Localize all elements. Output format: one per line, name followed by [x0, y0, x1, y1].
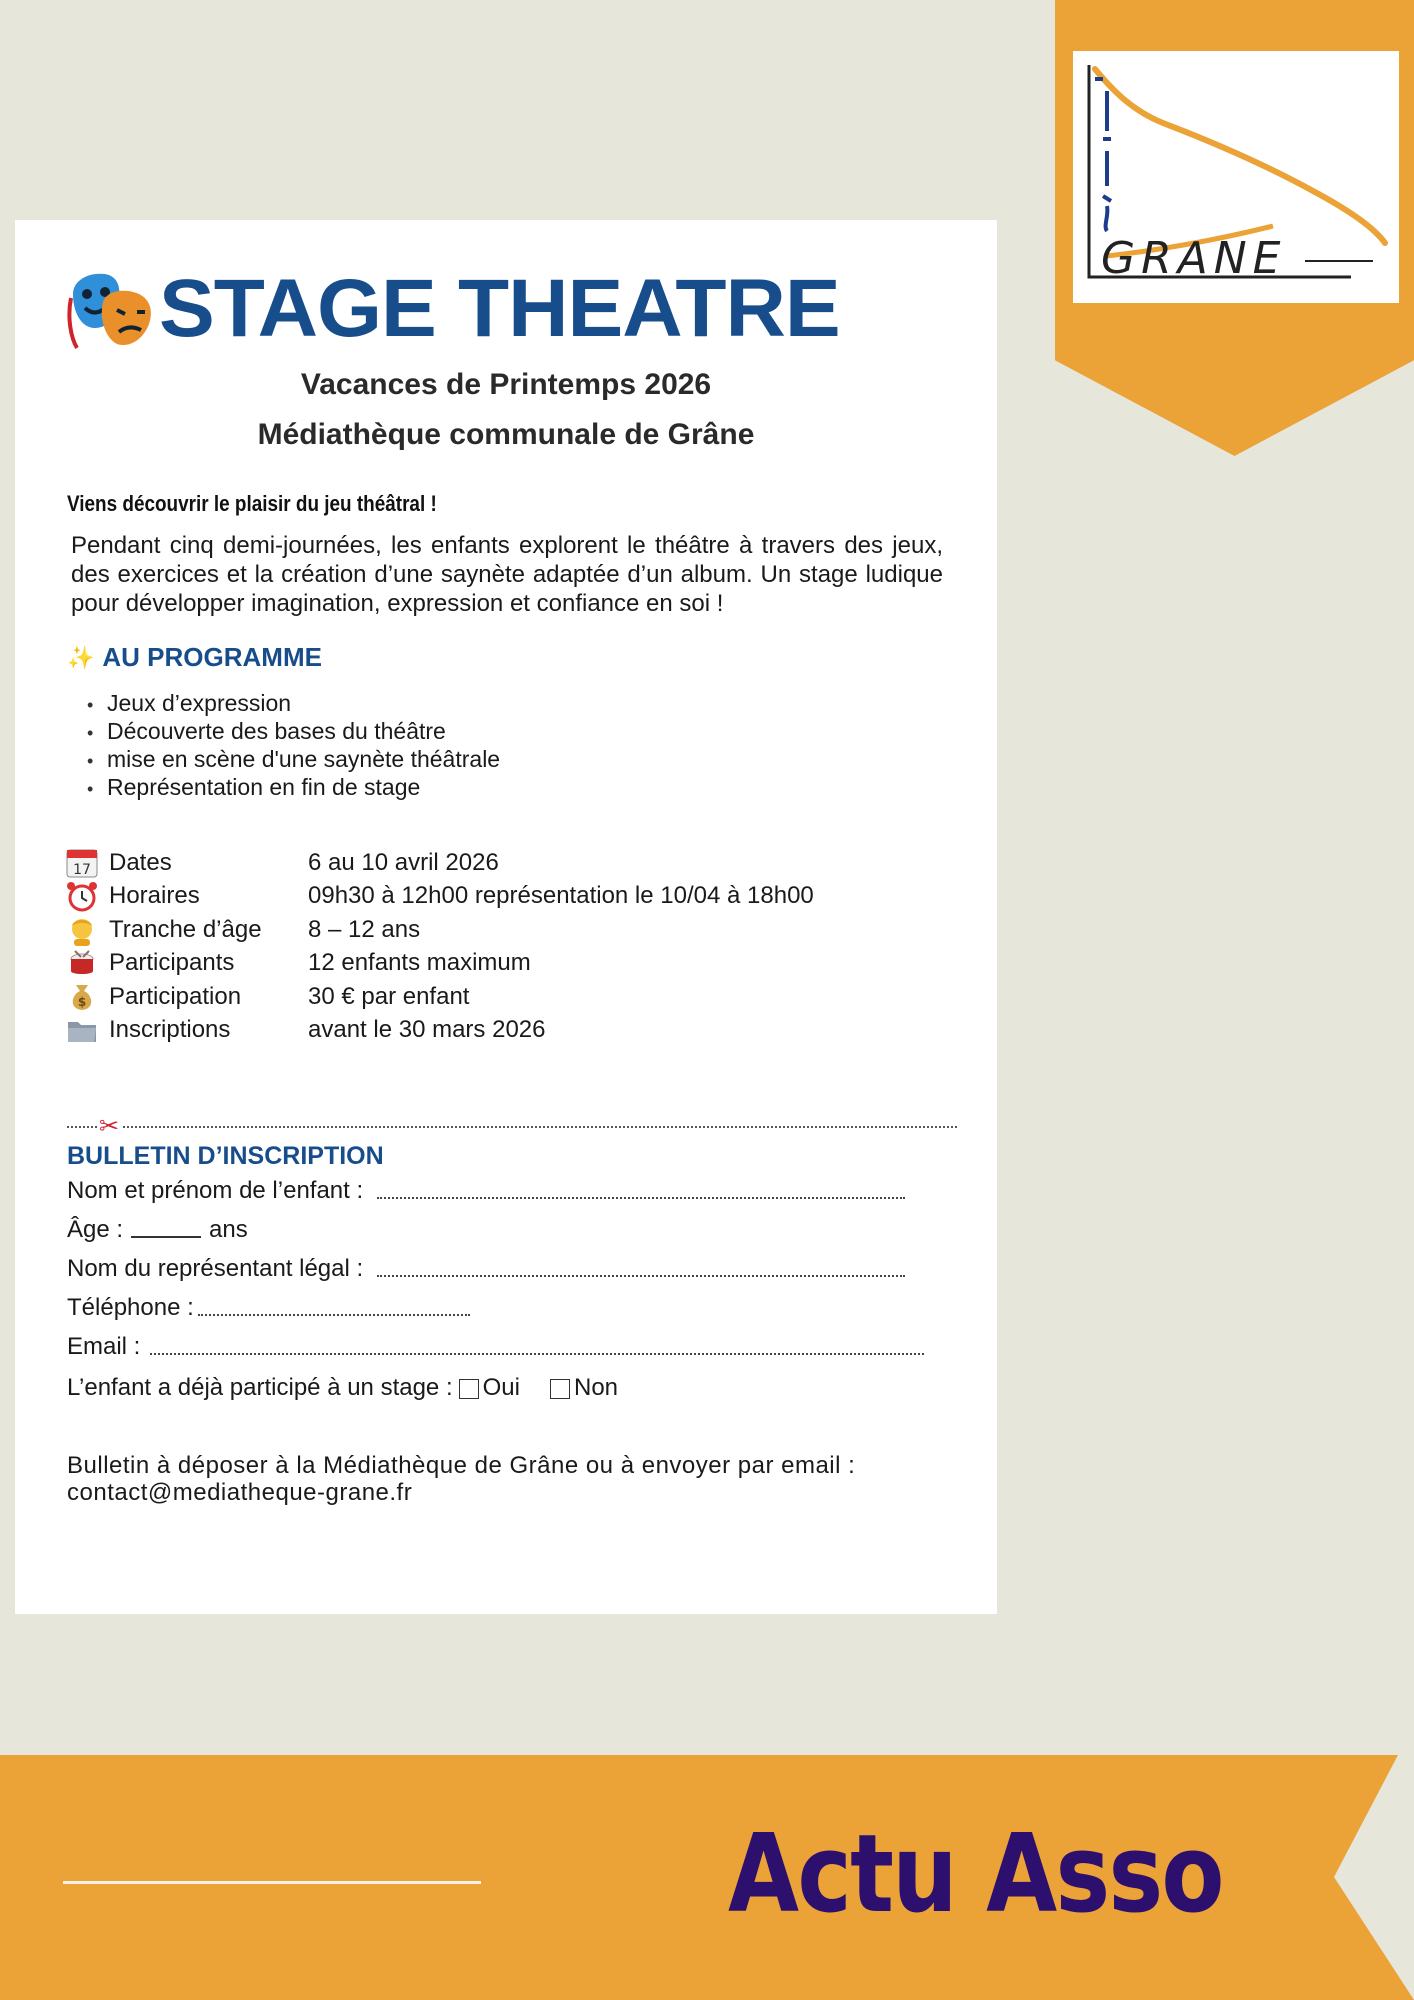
intro-paragraph: Pendant cinq demi-journées, les enfants explorent le théâtre à travers des jeux, des exercices et la création d’une saynète adaptée d’un album. Un stage ludique pour développer imagination, expression et confiance en soi ! — [71, 532, 943, 617]
child-name-field[interactable] — [377, 1197, 905, 1199]
submission-instruction: Bulletin à déposer à la Médiathèque de Grâne ou à envoyer par email : — [67, 1452, 856, 1479]
title-row — [67, 263, 840, 354]
info-label: Inscriptions — [109, 1016, 231, 1044]
guardian-row — [67, 1253, 905, 1283]
banner-divider — [63, 1881, 481, 1884]
subtitle-library: Médiathèque communale de Grâne — [257, 418, 755, 451]
info-row-age — [65, 913, 814, 947]
list-item: • Découverte des bases du théâtre — [87, 718, 446, 744]
previous-stage-row — [67, 1372, 618, 1402]
child-name-row — [67, 1175, 905, 1205]
intro-heading: Viens découvrir le plaisir du jeu théâtral ! — [67, 491, 437, 516]
child-name-label: Nom et prénom de l’enfant : — [67, 1177, 364, 1204]
info-row-participation — [65, 980, 814, 1014]
info-value: avant le 30 mars 2026 — [308, 1016, 546, 1044]
age-field[interactable] — [131, 1236, 201, 1238]
page-title: STAGE THEATRE — [159, 263, 840, 354]
svg-text:GRANE: GRANE — [1101, 233, 1287, 284]
info-value: 8 – 12 ans — [308, 915, 421, 943]
info-value: 30 € par enfant — [308, 982, 470, 1010]
phone-label: Téléphone : — [67, 1294, 194, 1321]
info-label: Dates — [109, 848, 172, 876]
guardian-field[interactable] — [377, 1275, 905, 1277]
age-row — [67, 1214, 248, 1244]
info-label: Tranche d’âge — [109, 915, 262, 943]
info-row-horaires — [65, 880, 814, 914]
banner-title: Actu Asso — [728, 1812, 1223, 1937]
submission-note — [67, 1452, 967, 1506]
phone-row — [67, 1292, 470, 1322]
svg-text:$: $ — [77, 994, 87, 1009]
email-row — [67, 1331, 924, 1361]
alarm-clock-icon — [65, 880, 105, 912]
money-bag-icon — [65, 981, 105, 1013]
list-item: • Jeux d’expression — [87, 690, 292, 716]
list-item: • Représentation en fin de stage — [87, 774, 421, 800]
child-icon — [65, 914, 105, 946]
info-value: 6 au 10 avril 2026 — [308, 848, 499, 876]
checkbox-yes[interactable] — [459, 1379, 479, 1399]
email-label: Email : — [67, 1333, 141, 1360]
scissors-icon: ✂ — [99, 1113, 120, 1140]
checkbox-no-label: Non — [573, 1374, 619, 1401]
info-value: 12 enfants maximum — [308, 949, 531, 977]
programme-heading — [67, 642, 322, 673]
grane-logo — [1073, 51, 1399, 303]
theater-masks-icon — [67, 268, 155, 350]
programme-list — [87, 690, 500, 802]
guardian-label: Nom du représentant légal : — [67, 1255, 364, 1282]
svg-text:17: 17 — [73, 861, 91, 878]
email-field[interactable] — [150, 1353, 924, 1355]
info-table — [65, 846, 814, 1047]
age-label: Âge : — [67, 1216, 124, 1243]
checkbox-yes-label: Oui — [482, 1374, 520, 1401]
previous-stage-label: L’enfant a déjà participé à un stage : — [67, 1374, 453, 1401]
list-item: • mise en scène d'une saynète théâtrale — [87, 746, 501, 772]
sparkles-icon: ✨ — [67, 644, 95, 670]
info-row-inscriptions — [65, 1014, 814, 1048]
cut-line — [67, 1113, 957, 1140]
drum-icon — [65, 947, 105, 979]
programme-heading-text: AU PROGRAMME — [102, 642, 322, 672]
info-label: Participation — [109, 982, 242, 1010]
folder-icon — [65, 1014, 105, 1046]
info-value: 09h30 à 12h00 représentation le 10/04 à 18h00 — [308, 882, 814, 910]
phone-field[interactable] — [198, 1314, 470, 1316]
subtitle-holidays: Vacances de Printemps 2026 — [300, 368, 712, 401]
info-row-dates — [65, 846, 814, 880]
bulletin-heading: BULLETIN D’INSCRIPTION — [67, 1142, 384, 1170]
age-unit: ans — [209, 1216, 248, 1243]
checkbox-no[interactable] — [550, 1379, 570, 1399]
info-row-participants — [65, 947, 814, 981]
info-label: Horaires — [109, 882, 200, 910]
info-label: Participants — [109, 949, 235, 977]
contact-email[interactable]: contact@mediatheque-grane.fr — [67, 1479, 413, 1506]
calendar-icon — [65, 847, 105, 879]
flyer-card — [15, 220, 997, 1614]
